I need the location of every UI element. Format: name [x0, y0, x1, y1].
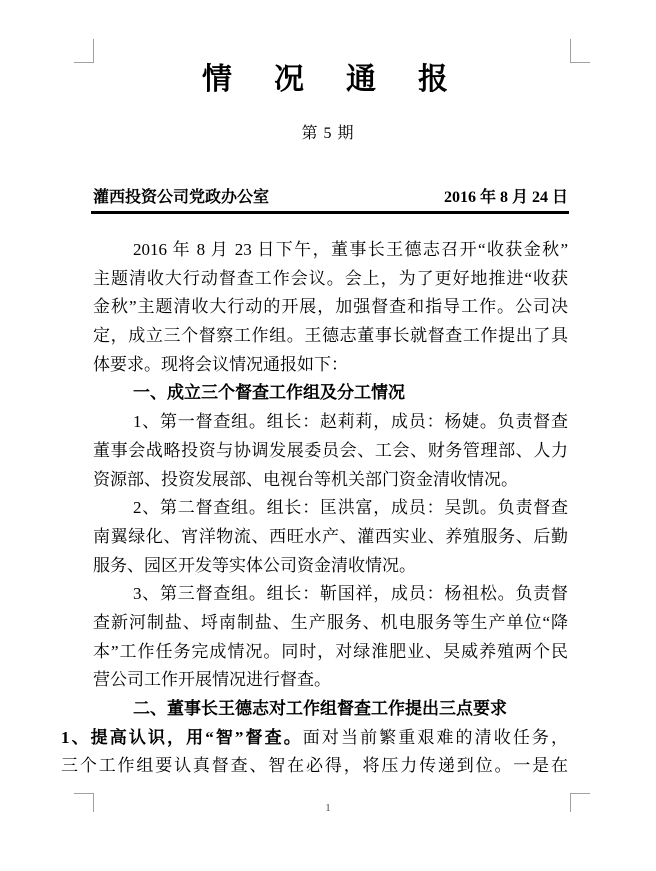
body-line [93, 494, 568, 523]
body-line-segment: 本”工作任务完成情况。同时，对绿淮肥业、旲威养殖两个民 [93, 641, 568, 661]
body-line-segment: 体要求。现将会议情况通报如下： [93, 354, 348, 374]
body-line [93, 552, 568, 581]
body-line-segment: 定，成立三个督察工作组。王德志董事长就督查工作提出了具 [93, 326, 568, 346]
body-line-segment: 面对当前繁重艰难的清收任务， [302, 727, 568, 747]
masthead-row [93, 184, 568, 207]
body-line [93, 322, 568, 351]
body-line-bold-segment: 一、成立三个督查工作组及分工情况 [133, 383, 405, 403]
body-line-segment: 2016 年 8 月 23 日下午，董事长王德志召开“收获金秋” [133, 240, 568, 259]
body-line-segment: 三个工作组要认真督查、智在必得，将压力传递到位。一是在 [61, 756, 568, 776]
body-line [93, 695, 568, 724]
body-line-segment: 2、第二督查组。组长：匡洪富，成员：吴凯。负责督查 [133, 498, 568, 518]
body-line [93, 666, 568, 695]
body-line [93, 437, 568, 466]
body-line [93, 638, 568, 667]
body-line-segment: 金秋”主题清收大行动的开展，加强督查和指导工作。公司决 [93, 297, 568, 317]
issuer-name: 灌西投资公司党政办公室 [93, 189, 270, 206]
page-number: 1 [325, 802, 331, 814]
body-line-bold-segment: 1、提高认识，用“智”督查。 [61, 727, 303, 747]
body-line [93, 408, 568, 437]
body-line-segment: 董事会战略投资与协调发展委员会、工会、财务管理部、人力 [93, 440, 568, 460]
body-line-segment: 1、第一督查组。组长：赵莉莉，成员：杨婕。负责督查 [133, 412, 568, 432]
body-line [93, 351, 568, 380]
body-line-segment: 营公司工作开展情况进行督查。 [93, 670, 331, 690]
body-line-segment: 服务、园区开发等实体公司资金清收情况。 [93, 555, 416, 575]
body-line [93, 523, 568, 552]
body-line [93, 293, 568, 322]
body-line-segment: 主题清收大行动督查工作会议。会上，为了更好地推进“收获 [93, 268, 568, 288]
issue-date: 2016 年 8 月 24 日 [443, 189, 568, 206]
issue-number: 第 5 期 [301, 125, 355, 142]
body-line-bold-segment: 二、董事长王德志对工作组督查工作提出三点要求 [133, 699, 507, 718]
body-line [93, 379, 568, 408]
body-line-segment: 资源部、投资发展部、电视台等机关部门资金清收情况。 [93, 469, 518, 489]
body-line-segment: 查新河制盐、埒南制盐、生产服务、机电服务等生产单位“降 [93, 612, 568, 632]
body-line [61, 752, 568, 781]
body-line [93, 466, 568, 495]
body-line [93, 265, 568, 294]
document-title: 情 况 通 报 [202, 63, 454, 96]
body-line-segment: 3、第三督查组。组长：靳国祥，成员：杨祖松。负责督 [133, 584, 568, 604]
body-line [93, 580, 568, 609]
body-line [93, 236, 568, 265]
body-line-segment: 南翼绿化、宵洋物流、西旺水产、灌西实业、养殖服务、后勤 [93, 526, 568, 546]
body-line [93, 609, 568, 638]
body-line [61, 724, 568, 753]
document-body [61, 236, 568, 781]
masthead-rule [91, 211, 569, 214]
